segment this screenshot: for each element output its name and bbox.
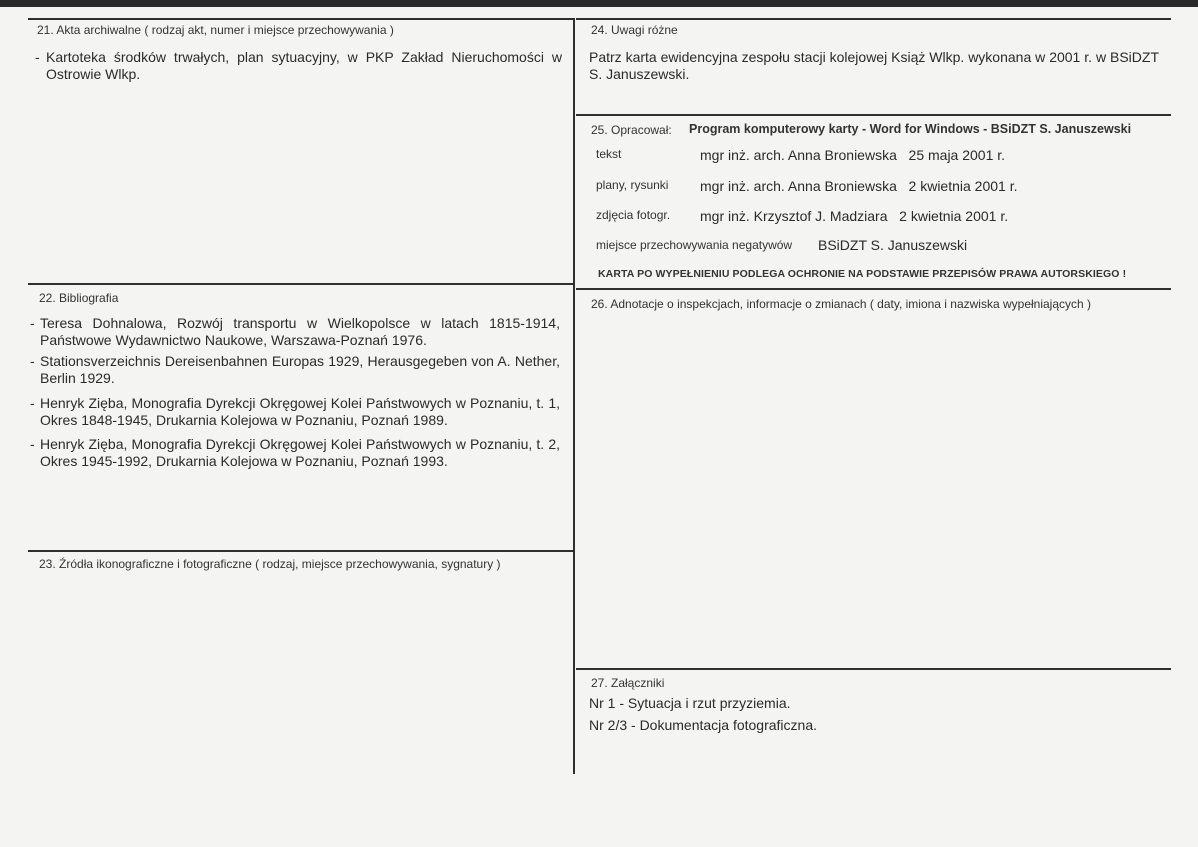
section-26-label: 26. Adnotacje o inspekcjach, informacje o zmianach ( daty, imiona i nazwiska wypełniających )	[591, 297, 1092, 311]
bibliography-text: Stationsverzeichnis Dereisenbahnen Europas 1929, Herausgegeben von A. Nether, Berlin 1929.	[40, 353, 560, 386]
bibliography-item	[30, 315, 560, 349]
bibliography-dash: -	[30, 395, 35, 411]
bibliography-item	[30, 436, 560, 470]
section-25-label: 25. Opracował:	[591, 123, 672, 137]
bibliography-text: Teresa Dohnalowa, Rozwój transportu w Wielkopolsce w latach 1815-1914, Państwowe Wydawnictwo Naukowe, Warszawa-Poznań 1976.	[40, 315, 560, 348]
divider-25-26	[576, 288, 1171, 290]
section-23-label: 23. Źródła ikonograficzne i fotograficzne ( rodzaj, miejsce przechowywania, sygnatury )	[39, 557, 501, 571]
bibliography-text: Henryk Zięba, Monografia Dyrekcji Okręgowej Kolei Państwowych w Poznaniu, t. 2, Okres 1945-1992, Drukarnia Kolejowa w Poznaniu, Poznań 1993.	[40, 436, 560, 469]
section-27-label: 27. Załączniki	[591, 676, 665, 690]
author-row-value: mgr inż. Krzysztof J. Madziara 2 kwietnia 2001 r.	[700, 208, 1009, 224]
section-24-text: Patrz karta ewidencyjna zespołu stacji kolejowej Książ Wlkp. wykonana w 2001 r. w BSiDZT S. Januszewski.	[589, 49, 1159, 82]
attachment-item: Nr 1 - Sytuacja i rzut przyziemia.	[589, 695, 791, 711]
software-credit: Program komputerowy karty - Word for Windows - BSiDZT S. Januszewski	[689, 122, 1132, 136]
section-21-text: Kartoteka środków trwałych, plan sytuacyjny, w PKP Zakład Nieruchomości w Ostrowie Wlkp.	[46, 49, 562, 82]
section-21-label: 21. Akta archiwalne ( rodzaj akt, numer i miejsce przechowywania )	[37, 23, 394, 37]
author-row-label: plany, rysunki	[596, 178, 669, 192]
author-row-value: mgr inż. arch. Anna Broniewska 2 kwietnia 2001 r.	[700, 178, 1018, 194]
record-card	[0, 7, 1198, 847]
bibliography-text: Henryk Zięba, Monografia Dyrekcji Okręgowej Kolei Państwowych w Poznaniu, t. 1, Okres 1848-1945, Drukarnia Kolejowa w Poznaniu, Poznań 1989.	[40, 395, 560, 428]
divider-top-right	[576, 18, 1171, 20]
bibliography-dash: -	[30, 315, 35, 331]
divider-top-left	[28, 18, 574, 20]
bibliography-item	[30, 395, 560, 429]
divider-24-25	[576, 114, 1171, 116]
divider-26-27	[576, 668, 1171, 670]
negatives-storage-value: BSiDZT S. Januszewski	[818, 237, 968, 253]
section-22-label: 22. Bibliografia	[39, 291, 119, 305]
divider-21-22	[28, 283, 574, 285]
author-row-label: tekst	[596, 147, 622, 161]
bibliography-dash: -	[30, 353, 35, 369]
author-row-value: mgr inż. arch. Anna Broniewska 25 maja 2001 r.	[700, 147, 1006, 163]
author-row-label: zdjęcia fotogr.	[596, 208, 671, 222]
divider-22-23	[28, 550, 574, 552]
attachment-item: Nr 2/3 - Dokumentacja fotograficzna.	[589, 717, 817, 733]
bibliography-item	[30, 353, 560, 387]
bibliography-dash: -	[30, 436, 35, 452]
negatives-storage-label: miejsce przechowywania negatywów	[596, 238, 793, 252]
scan-top-edge	[0, 0, 1198, 7]
divider-vertical	[573, 18, 575, 774]
section-24-label: 24. Uwagi różne	[591, 23, 678, 37]
copyright-notice: KARTA PO WYPEŁNIENIU PODLEGA OCHRONIE NA PODSTAWIE PRZEPISÓW PRAWA AUTORSKIEGO !	[598, 268, 1127, 280]
section-21-dash: -	[35, 49, 40, 65]
